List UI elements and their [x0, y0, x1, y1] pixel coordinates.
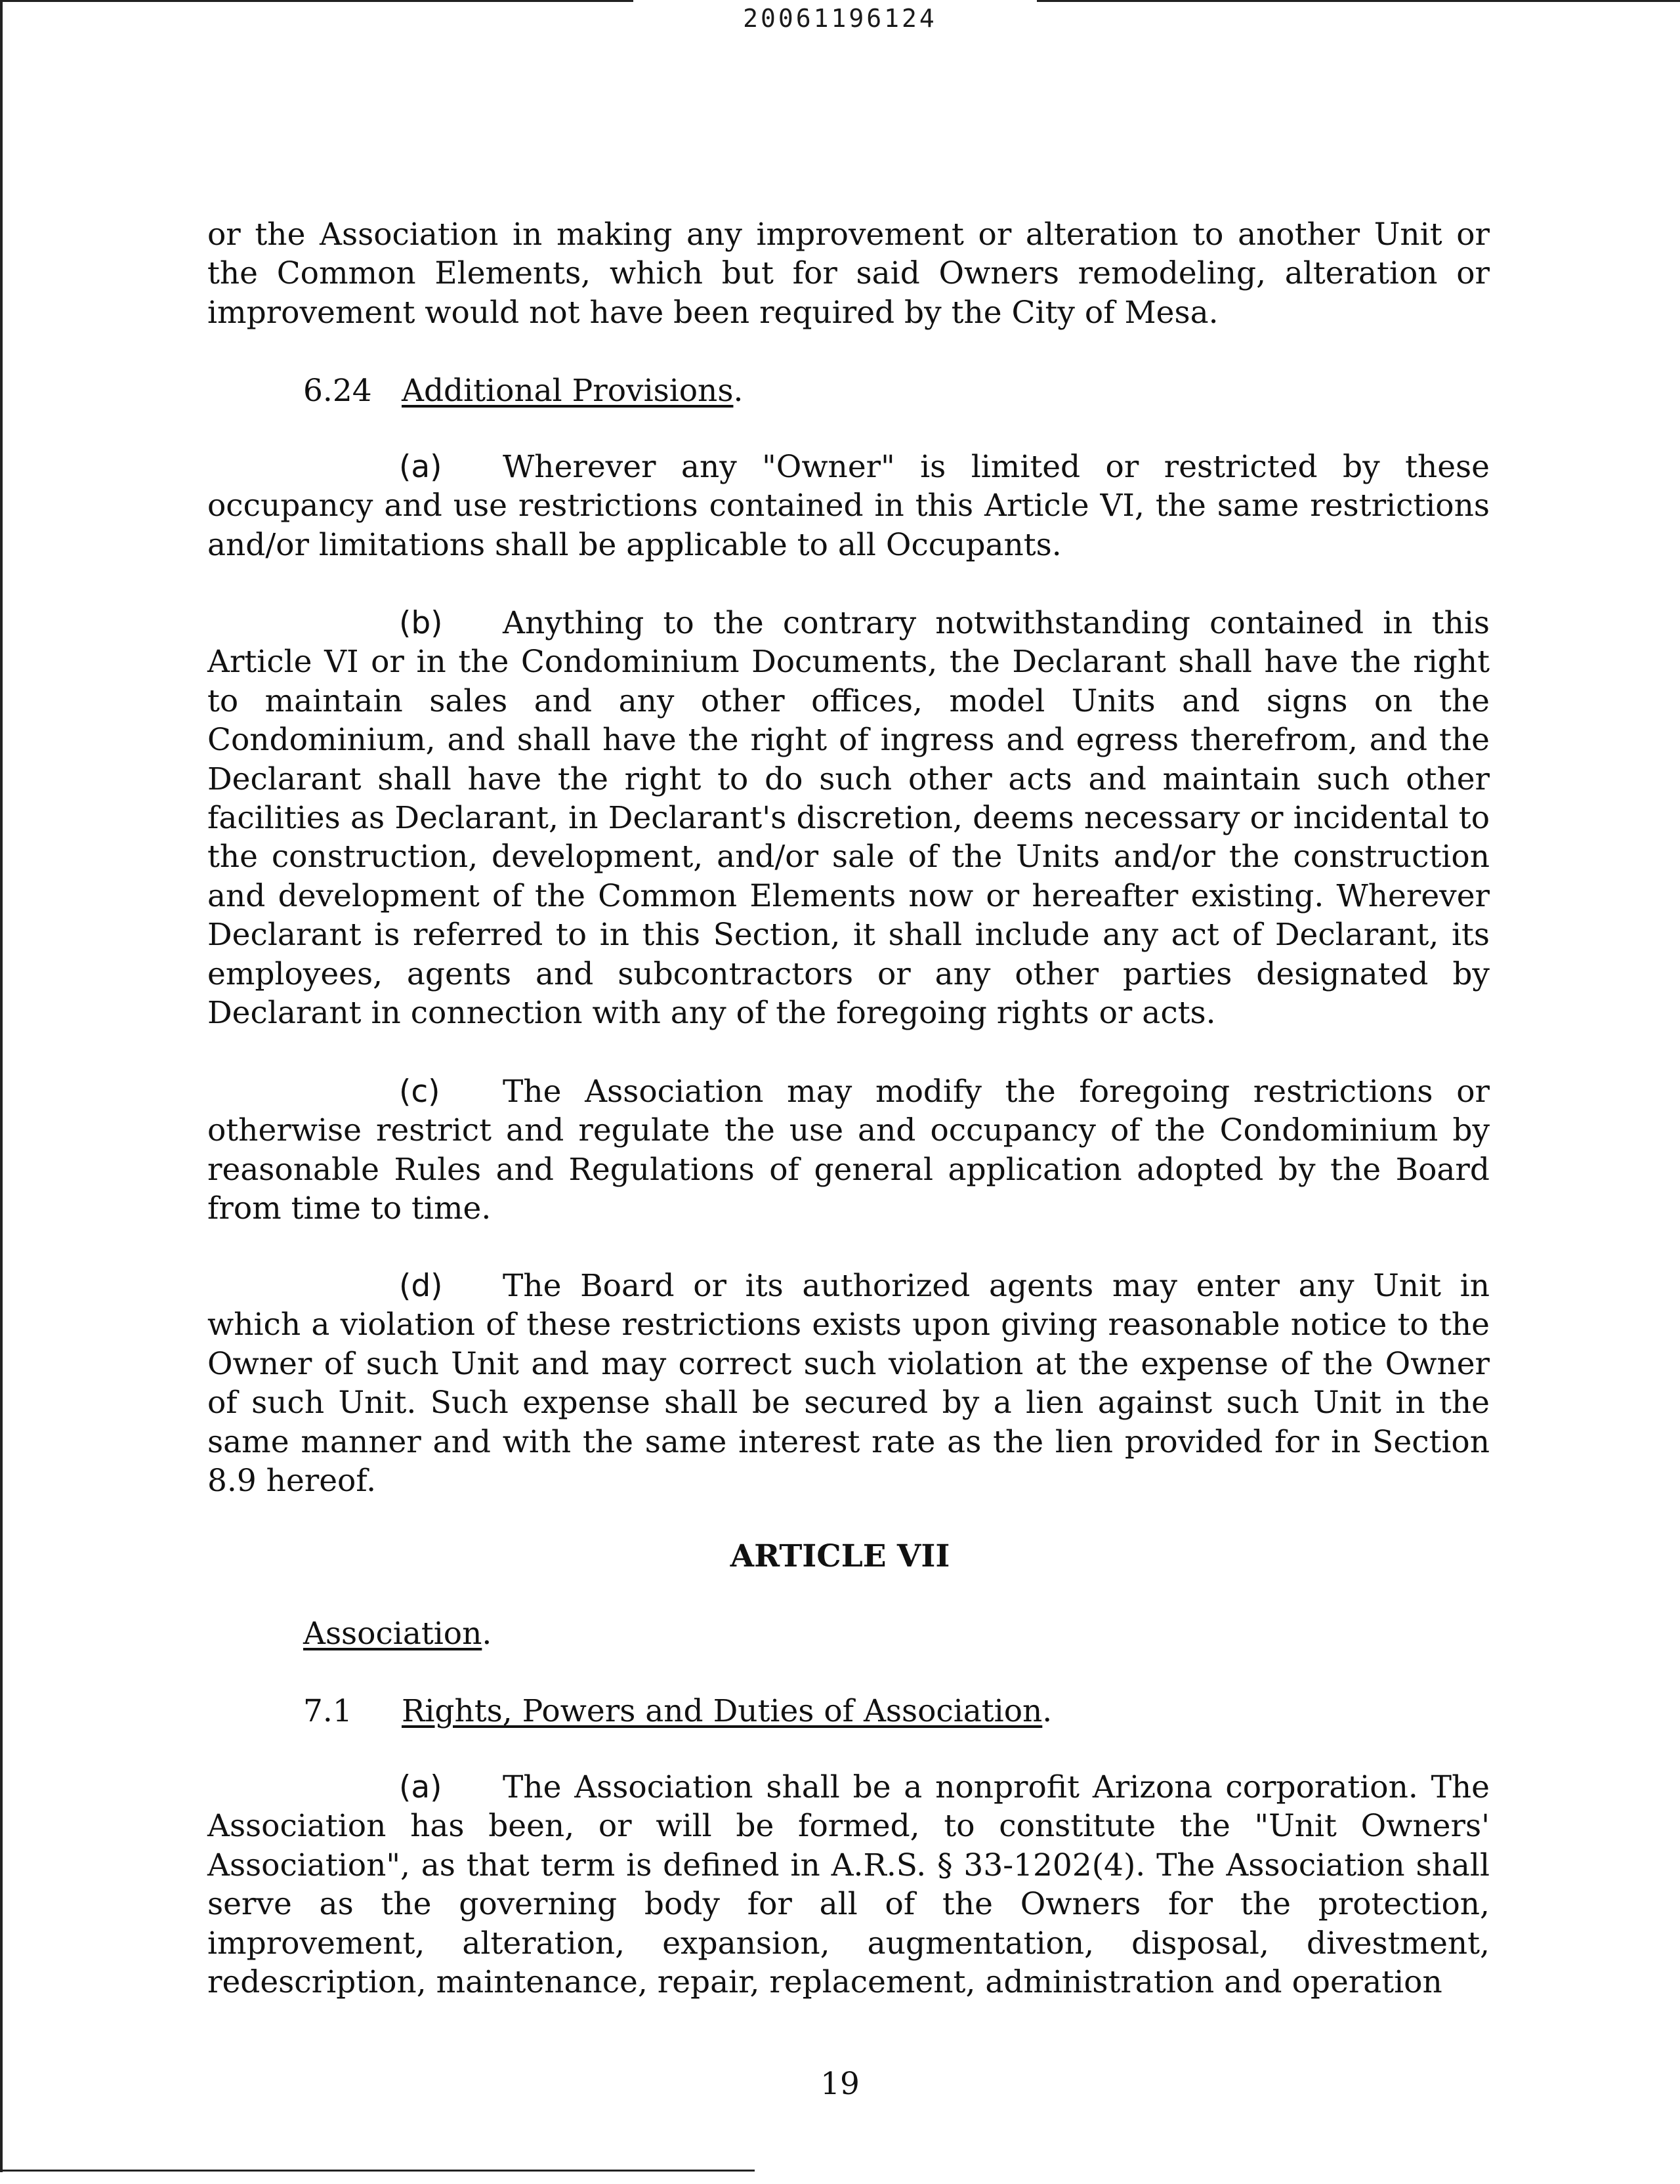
paragraph-label: (d) — [399, 1268, 443, 1304]
page-number: 19 — [820, 2066, 860, 2102]
paragraph-b — [207, 604, 1490, 1032]
article-heading: ARTICLE VII — [730, 1538, 950, 1574]
paragraph-a — [207, 448, 1490, 564]
scan-border-left — [0, 0, 3, 2172]
paragraph-label: (c) — [399, 1074, 440, 1110]
paragraph-label: (a) — [399, 449, 442, 485]
paragraph-text: The Association shall be a nonprofit Arizona corporation. The Association has been, or will be formed, to constitute the "Unit Owners' Association", as that term is defined in A.R.S. § 33-1202(4). The Association shall serve as the governing body for all of the Owners for the protection, improvement, alteration, expansion, augmentation, disposal, divestment, redescription, maintenance, repair, replacement, administration and operation — [207, 1769, 1490, 2001]
section-title: Rights, Powers and Duties of Association — [402, 1693, 1043, 1729]
section-title: Additional Provisions — [402, 373, 734, 409]
scan-border-bottom — [0, 2170, 755, 2172]
paragraph-text: The Board or its authorized agents may enter any Unit in which a violation of these restrictions exists upon giving reasonable notice to the Owner of such Unit and may correct such violation at the expense of the Owner of such Unit. Such expense shall be secured by a lien against such Unit in the same manner and with the same interest rate as the lien provided for in Section 8.9 hereof. — [207, 1268, 1490, 1500]
recording-number: 20061196124 — [743, 4, 937, 33]
paragraph-7-1-a — [207, 1768, 1490, 2002]
section-6-24-heading — [303, 371, 743, 410]
association-title: Association — [303, 1616, 482, 1652]
association-heading — [303, 1614, 492, 1653]
section-number: 6.24 — [303, 373, 372, 409]
paragraph-text: The Association may modify the foregoing restrictions or otherwise restrict and regulate the use and occupancy of the Condominium by reasonable Rules and Regulations of general application adopted by the Board from time to time. — [207, 1074, 1490, 1227]
section-title-period: . — [1042, 1693, 1053, 1729]
paragraph-text: Wherever any "Owner" is limited or restricted by these occupancy and use restrictions contained in this Article VI, the same restrictions and/or limitations shall be applicable to all Occupants. — [207, 449, 1490, 563]
section-title-period: . — [733, 373, 744, 409]
continuation-paragraph: or the Association in making any improvement or alteration to another Unit or the Common Elements, which but for said Owners remodeling, alteration or improvement would not have been required by the City of Mesa. — [207, 217, 1490, 331]
paragraph-label: (b) — [399, 605, 443, 641]
scan-border-top-left — [0, 0, 633, 2]
paragraph-text: Anything to the contrary notwithstanding contained in this Article VI or in the Condominium Documents, the Declarant shall have the right to maintain sales and any other offices, model Units and signs on the Condominium, and shall have the right of ingress and egress therefrom, and the Declarant shall have the right to do such other acts and maintain such other facilities as Declarant, in Declarant's discretion, deems necessary or incidental to the construction, development, and/or sale of the Units and/or the construction and development of the Common Elements now or hereafter existing. Wherever Declarant is referred to in this Section, it shall include any act of Declarant, its employees, agents and subcontractors or any other parties designated by Declarant in connection with any of the foregoing rights or acts. — [207, 605, 1490, 1032]
section-7-1-heading — [303, 1692, 1052, 1731]
paragraph-d — [207, 1267, 1490, 1500]
paragraph-label: (a) — [399, 1769, 442, 1805]
paragraph-c — [207, 1072, 1490, 1228]
section-number: 7.1 — [303, 1693, 352, 1729]
association-title-period: . — [482, 1616, 492, 1652]
scan-border-top-right — [1037, 0, 1680, 2]
